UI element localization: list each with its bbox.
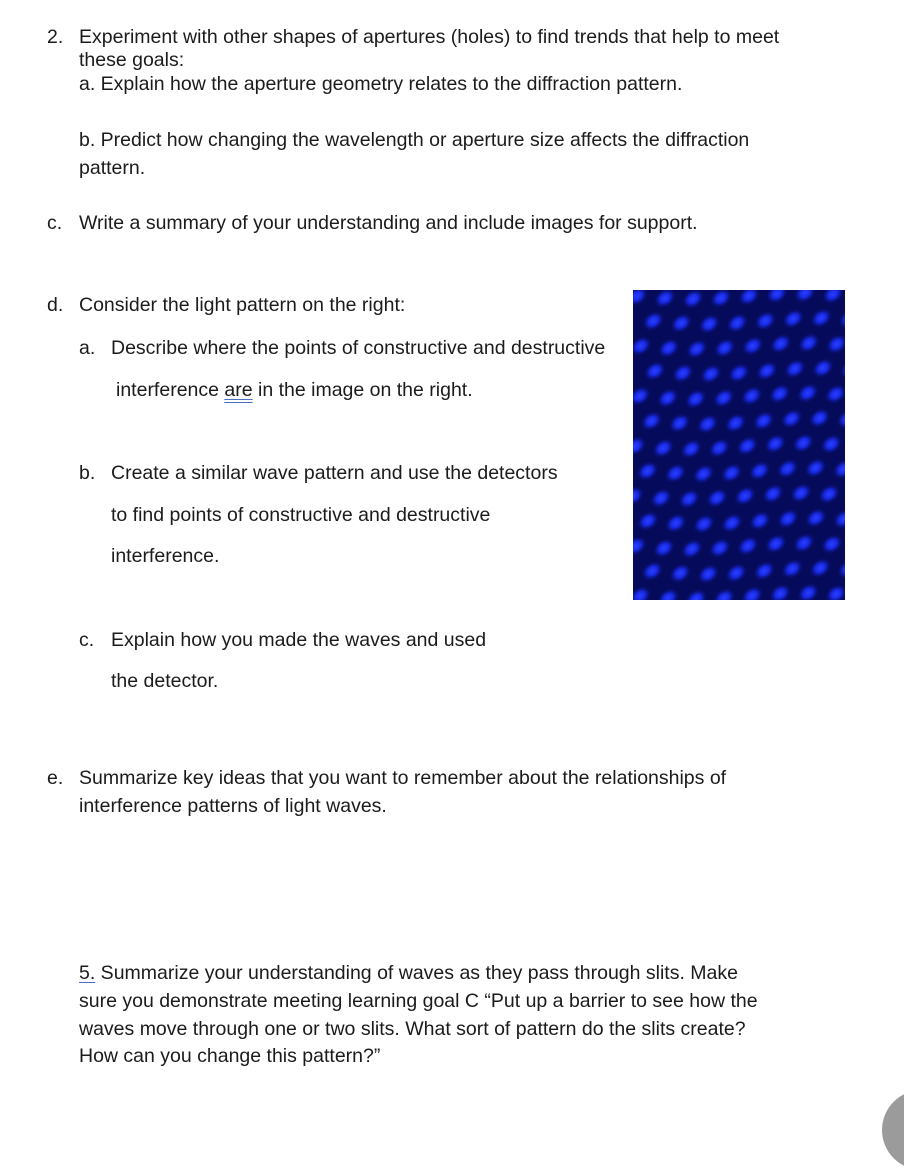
item-e-letter: e. bbox=[47, 767, 64, 789]
item-e-line-1: Summarize key ideas that you want to remember about the relationships of bbox=[79, 767, 727, 789]
grammar-flagged-word: are bbox=[224, 379, 253, 401]
item-d-b-line-3: interference. bbox=[111, 545, 220, 567]
item-d-a-line-2: interference are in the image on the right. bbox=[116, 379, 473, 401]
item-d-c-line-2: the detector. bbox=[111, 670, 219, 692]
item-d-c-letter: c. bbox=[79, 629, 95, 651]
item-c-text: Write a summary of your understanding and include images for support. bbox=[79, 212, 698, 234]
item-c-letter: c. bbox=[47, 212, 63, 234]
item-d-b-line-2: to find points of constructive and destructive bbox=[111, 504, 491, 526]
wave-interference-image bbox=[633, 290, 845, 600]
item-d-b-letter: b. bbox=[79, 462, 96, 484]
question-5-number: 5. bbox=[79, 962, 96, 984]
question-5-line-1: 5. Summarize your understanding of waves as they pass through slits. Make bbox=[79, 962, 738, 984]
item-d-a-line-1: Describe where the points of constructive and destructive bbox=[111, 337, 606, 359]
item-d-text: Consider the light pattern on the right: bbox=[79, 294, 406, 316]
question-5-line-4: How can you change this pattern?” bbox=[79, 1045, 381, 1067]
floating-action-button[interactable] bbox=[882, 1090, 904, 1170]
question-2-line-2: these goals: bbox=[79, 49, 185, 71]
question-2b-line-1: b. Predict how changing the wavelength or aperture size affects the diffraction bbox=[79, 129, 750, 151]
question-5-line-3: waves move through one or two slits. What sort of pattern do the slits create? bbox=[79, 1018, 746, 1040]
item-d-b-line-1: Create a similar wave pattern and use the detectors bbox=[111, 462, 558, 484]
item-d-a-letter: a. bbox=[79, 337, 96, 359]
item-e-line-2: interference patterns of light waves. bbox=[79, 795, 387, 817]
question-2b-line-2: pattern. bbox=[79, 157, 146, 179]
item-d-letter: d. bbox=[47, 294, 64, 316]
question-2-line-1: Experiment with other shapes of apertures (holes) to find trends that help to meet bbox=[79, 26, 780, 48]
question-2a-text: a. Explain how the aperture geometry relates to the diffraction pattern. bbox=[79, 73, 683, 95]
question-2-number: 2. bbox=[47, 26, 64, 48]
question-5-line-2: sure you demonstrate meeting learning goal C “Put up a barrier to see how the bbox=[79, 990, 758, 1012]
item-d-c-line-1: Explain how you made the waves and used bbox=[111, 629, 487, 651]
